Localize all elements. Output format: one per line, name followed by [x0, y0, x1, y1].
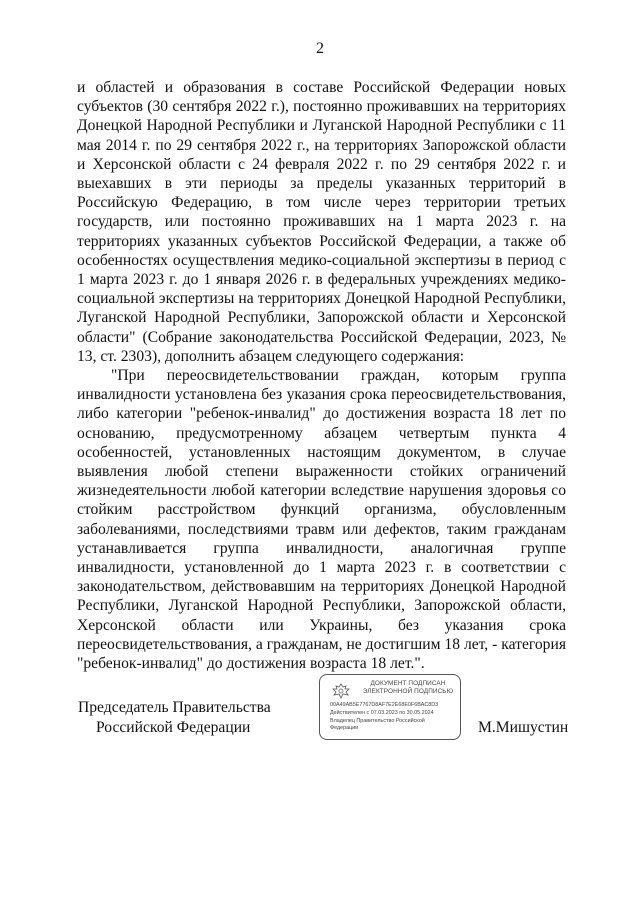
- electronic-signature-stamp: [319, 674, 461, 740]
- coat-of-arms-icon: [330, 683, 352, 699]
- signatory-position: [78, 698, 271, 738]
- document-body: [77, 78, 566, 673]
- page-number: 2: [316, 40, 324, 57]
- stamp-title-line2: ЭЛЕКТРОННОЙ ПОДПИСЬЮ: [362, 688, 454, 695]
- signatory-position-line1: Председатель Правительства: [78, 699, 271, 716]
- paragraph-continuation: и областей и образования в составе Российской Федерации новых субъектов (30 сентября 2022 г.), постоянно проживавших на территориях Донецкой Народной Республики и Луганской Народной Республики с 11 мая 2014 г. по 29 сентября 2022 г., на территориях Запорожской области и Херсонской области с 24 февраля 2022 г. по 29 сентября 2022 г. и выехавших в эти периоды за пределы указанных территорий в Российскую Федерацию, в том числе через территории третьих государств, или постоянно проживавших на 1 марта 2023 г. на территориях указанных субъектов Российской Федерации, а также об особенностях осуществления медико-социальной экспертизы в период с 1 марта 2023 г. до 1 января 2026 г. в федеральных учреждениях медико-социальной экспертизы на территориях Донецкой Народной Республики, Луганской Народной Республики, Запорожской области и Херсонской области" (Собрание законодательства Российской Федерации, 2023, № 13, ст. 2303), дополнить абзацем следующего содержания:: [77, 79, 566, 365]
- stamp-validity: Действителен с 07.03.2023 по 30.05.2024: [330, 710, 434, 716]
- stamp-owner-continued: Федерации: [330, 725, 359, 731]
- stamp-owner: Владелец Правительство Российской: [330, 718, 425, 724]
- signatory-position-line2: Российской Федерации: [96, 719, 251, 736]
- signatory-name: М.Мишустин: [478, 719, 569, 736]
- stamp-certificate: 00A49AB5E7767D8AF7E2E68E0F6BAC8D3: [330, 702, 439, 708]
- stamp-title-line1: ДОКУМЕНТ ПОДПИСАН: [370, 680, 446, 687]
- stamp-title: [360, 680, 456, 696]
- paragraph-new-clause: "При переосвидетельствовании граждан, которым группа инвалидности установлена без указания срока переосвидетельствования, либо категории "ребенок-инвалид" до достижения возраста 18 лет по основанию, предусмотренному абзацем четвертым пункта 4 особенностей, установленных настоящим документом, в случае выявления любой степени выраженности стойких ограничений жизнедеятельности любой категории вследствие нарушения здоровья со стойким расстройством функций организма, обусловленным заболеваниями, последствиями травм или дефектов, таким гражданам устанавливается группа инвалидности, аналогичная группе инвалидности, установленной до 1 марта 2023 г. в соответствии с законодательством, действовавшим на территориях Донецкой Народной Республики, Луганской Народной Республики, Запорожской области, Херсонской области или Украины, без указания срока переосвидетельствования, а гражданам, не достигшим 18 лет, - категория "ребенок-инвалид" до достижения возраста 18 лет.".: [77, 367, 566, 673]
